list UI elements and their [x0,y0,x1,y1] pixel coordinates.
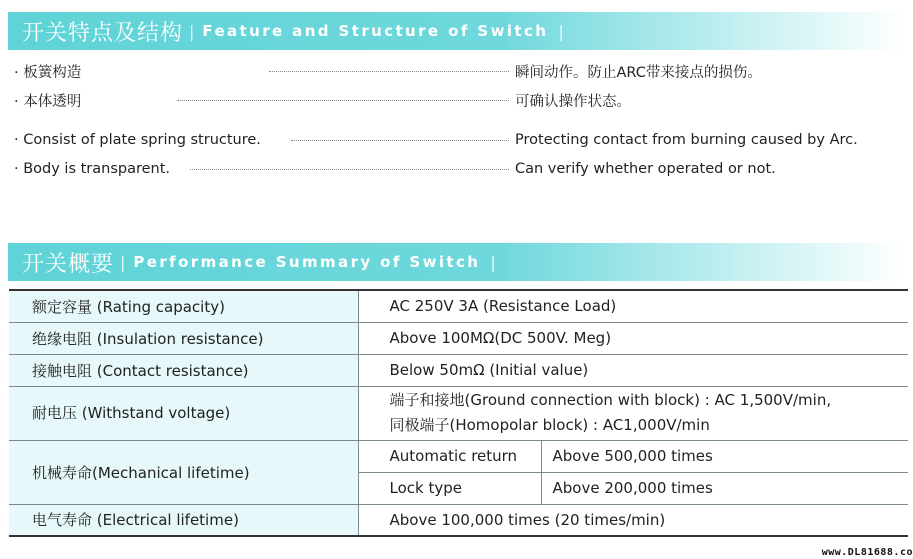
divider: | [490,252,496,272]
value-line: 同极端子(Homopolar block) : AC1,000V/min [389,416,710,434]
row-value: Above 100MΩ(DC 500V. Meg) [358,322,908,354]
table-row [9,354,908,386]
value-line: 端子和接地(Ground connection with block) : AC 1,500V/min, [389,391,832,409]
feature-right: 可确认操作状态。 [515,93,631,110]
sub-type: Automatic return [358,440,541,472]
feature-row [14,130,874,150]
row-value: Above 100,000 times (20 times/min) [358,504,908,536]
dot-leader [291,140,509,141]
feature-row [14,61,874,81]
table-row [9,322,908,354]
row-value: Below 50mΩ (Initial value) [358,354,908,386]
feature-left: · 板簧构造 [14,64,82,81]
divider: | [120,252,126,272]
table-row [9,504,908,536]
feature-right: Protecting contact from burning caused by Arc. [515,132,858,148]
sub-value: Above 200,000 times [541,472,908,504]
feature-left: · 本体透明 [14,93,82,110]
table-row [9,290,908,322]
sub-type: Lock type [358,472,541,504]
feature-row [14,90,874,110]
feature-row [14,159,874,179]
row-value [358,386,908,440]
row-label: 电气寿命 (Electrical lifetime) [9,504,358,536]
performance-title-en: Performance Summary of Switch [133,253,481,271]
performance-banner [8,243,905,281]
divider: | [558,21,564,41]
feature-left: · Body is transparent. [14,161,171,177]
table-row [9,440,908,472]
dot-leader [190,169,509,170]
feature-title-en: Feature and Structure of Switch [202,22,549,40]
dot-leader [269,71,509,72]
performance-table [9,289,908,537]
dot-leader [177,100,509,101]
row-label: 接触电阻 (Contact resistance) [9,354,358,386]
table-row [9,386,908,440]
row-label: 额定容量 (Rating capacity) [9,290,358,322]
row-label: 耐电压 (Withstand voltage) [9,386,358,440]
divider: | [189,21,195,41]
row-value: AC 250V 3A (Resistance Load) [358,290,908,322]
feature-right: 瞬间动作。防止ARC带来接点的损伤。 [515,64,762,81]
row-label: 机械寿命(Mechanical lifetime) [9,440,358,504]
row-label: 绝缘电阻 (Insulation resistance) [9,322,358,354]
feature-right: Can verify whether operated or not. [515,161,776,177]
feature-title-zh: 开关特点及结构 [22,20,184,46]
sub-value: Above 500,000 times [541,440,908,472]
feature-left: · Consist of plate spring structure. [14,132,261,148]
watermark: www.DL81688.co [821,547,913,558]
performance-title-zh: 开关概要 [22,251,115,277]
feature-banner [8,12,905,50]
